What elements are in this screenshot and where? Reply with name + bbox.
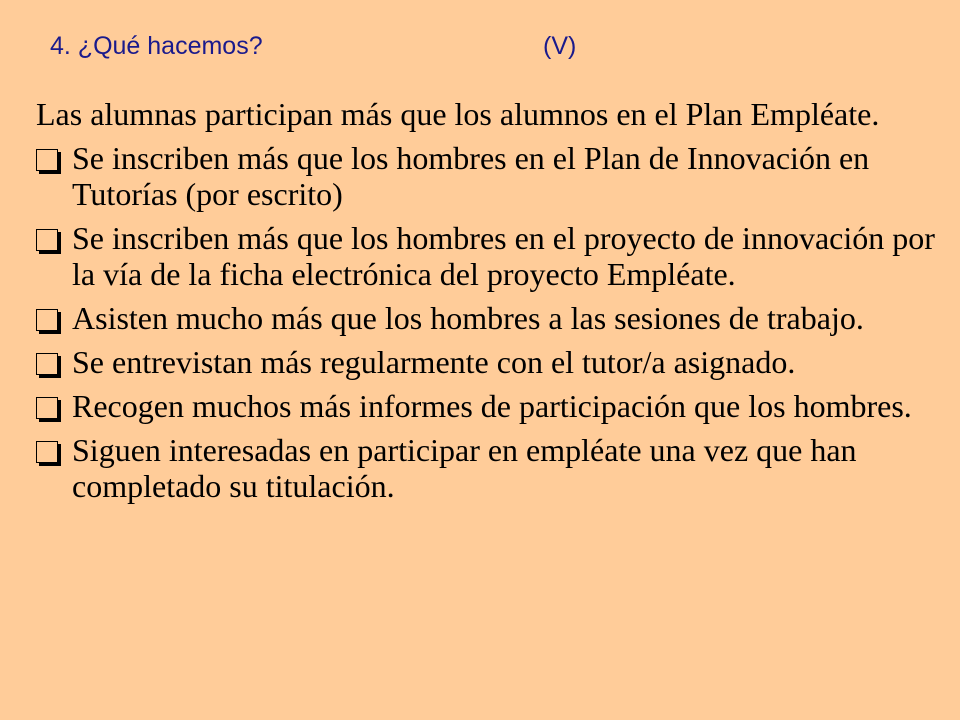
bullet-text: Asisten mucho más que los hombres a las sesiones de trabajo. <box>72 300 864 336</box>
checkbox-square-icon <box>36 353 58 375</box>
checkbox-square-icon <box>36 149 58 171</box>
bullet-text: Se entrevistan más regularmente con el tutor/a asignado. <box>72 344 796 380</box>
checkbox-square-icon <box>36 309 58 331</box>
checkbox-square-icon <box>36 397 58 419</box>
bullet-text: Se inscriben más que los hombres en el proyecto de innovación por la vía de la ficha electrónica del proyecto Empléate. <box>72 220 935 292</box>
checkbox-square-icon <box>36 229 58 251</box>
bullet-text: Siguen interesadas en participar en empléate una vez que han completado su titulación. <box>72 432 857 504</box>
slide-content <box>36 96 936 504</box>
checkbox-square-icon <box>36 441 58 463</box>
bullet-text: Recogen muchos más informes de participación que los hombres. <box>72 388 912 424</box>
bullet-item <box>36 432 936 504</box>
bullet-item <box>36 140 936 212</box>
intro-paragraph: Las alumnas participan más que los alumnos en el Plan Empléate. <box>36 96 880 132</box>
bullet-text: Se inscriben más que los hombres en el Plan de Innovación en Tutorías (por escrito) <box>72 140 870 212</box>
bullet-item <box>36 300 936 336</box>
bullet-item <box>36 220 936 292</box>
slide-title <box>50 32 577 61</box>
slide-title-tag: (V) <box>543 32 577 60</box>
slide-title-text: 4. ¿Qué hacemos? <box>50 32 263 60</box>
bullet-item <box>36 388 936 424</box>
bullet-item <box>36 344 936 380</box>
